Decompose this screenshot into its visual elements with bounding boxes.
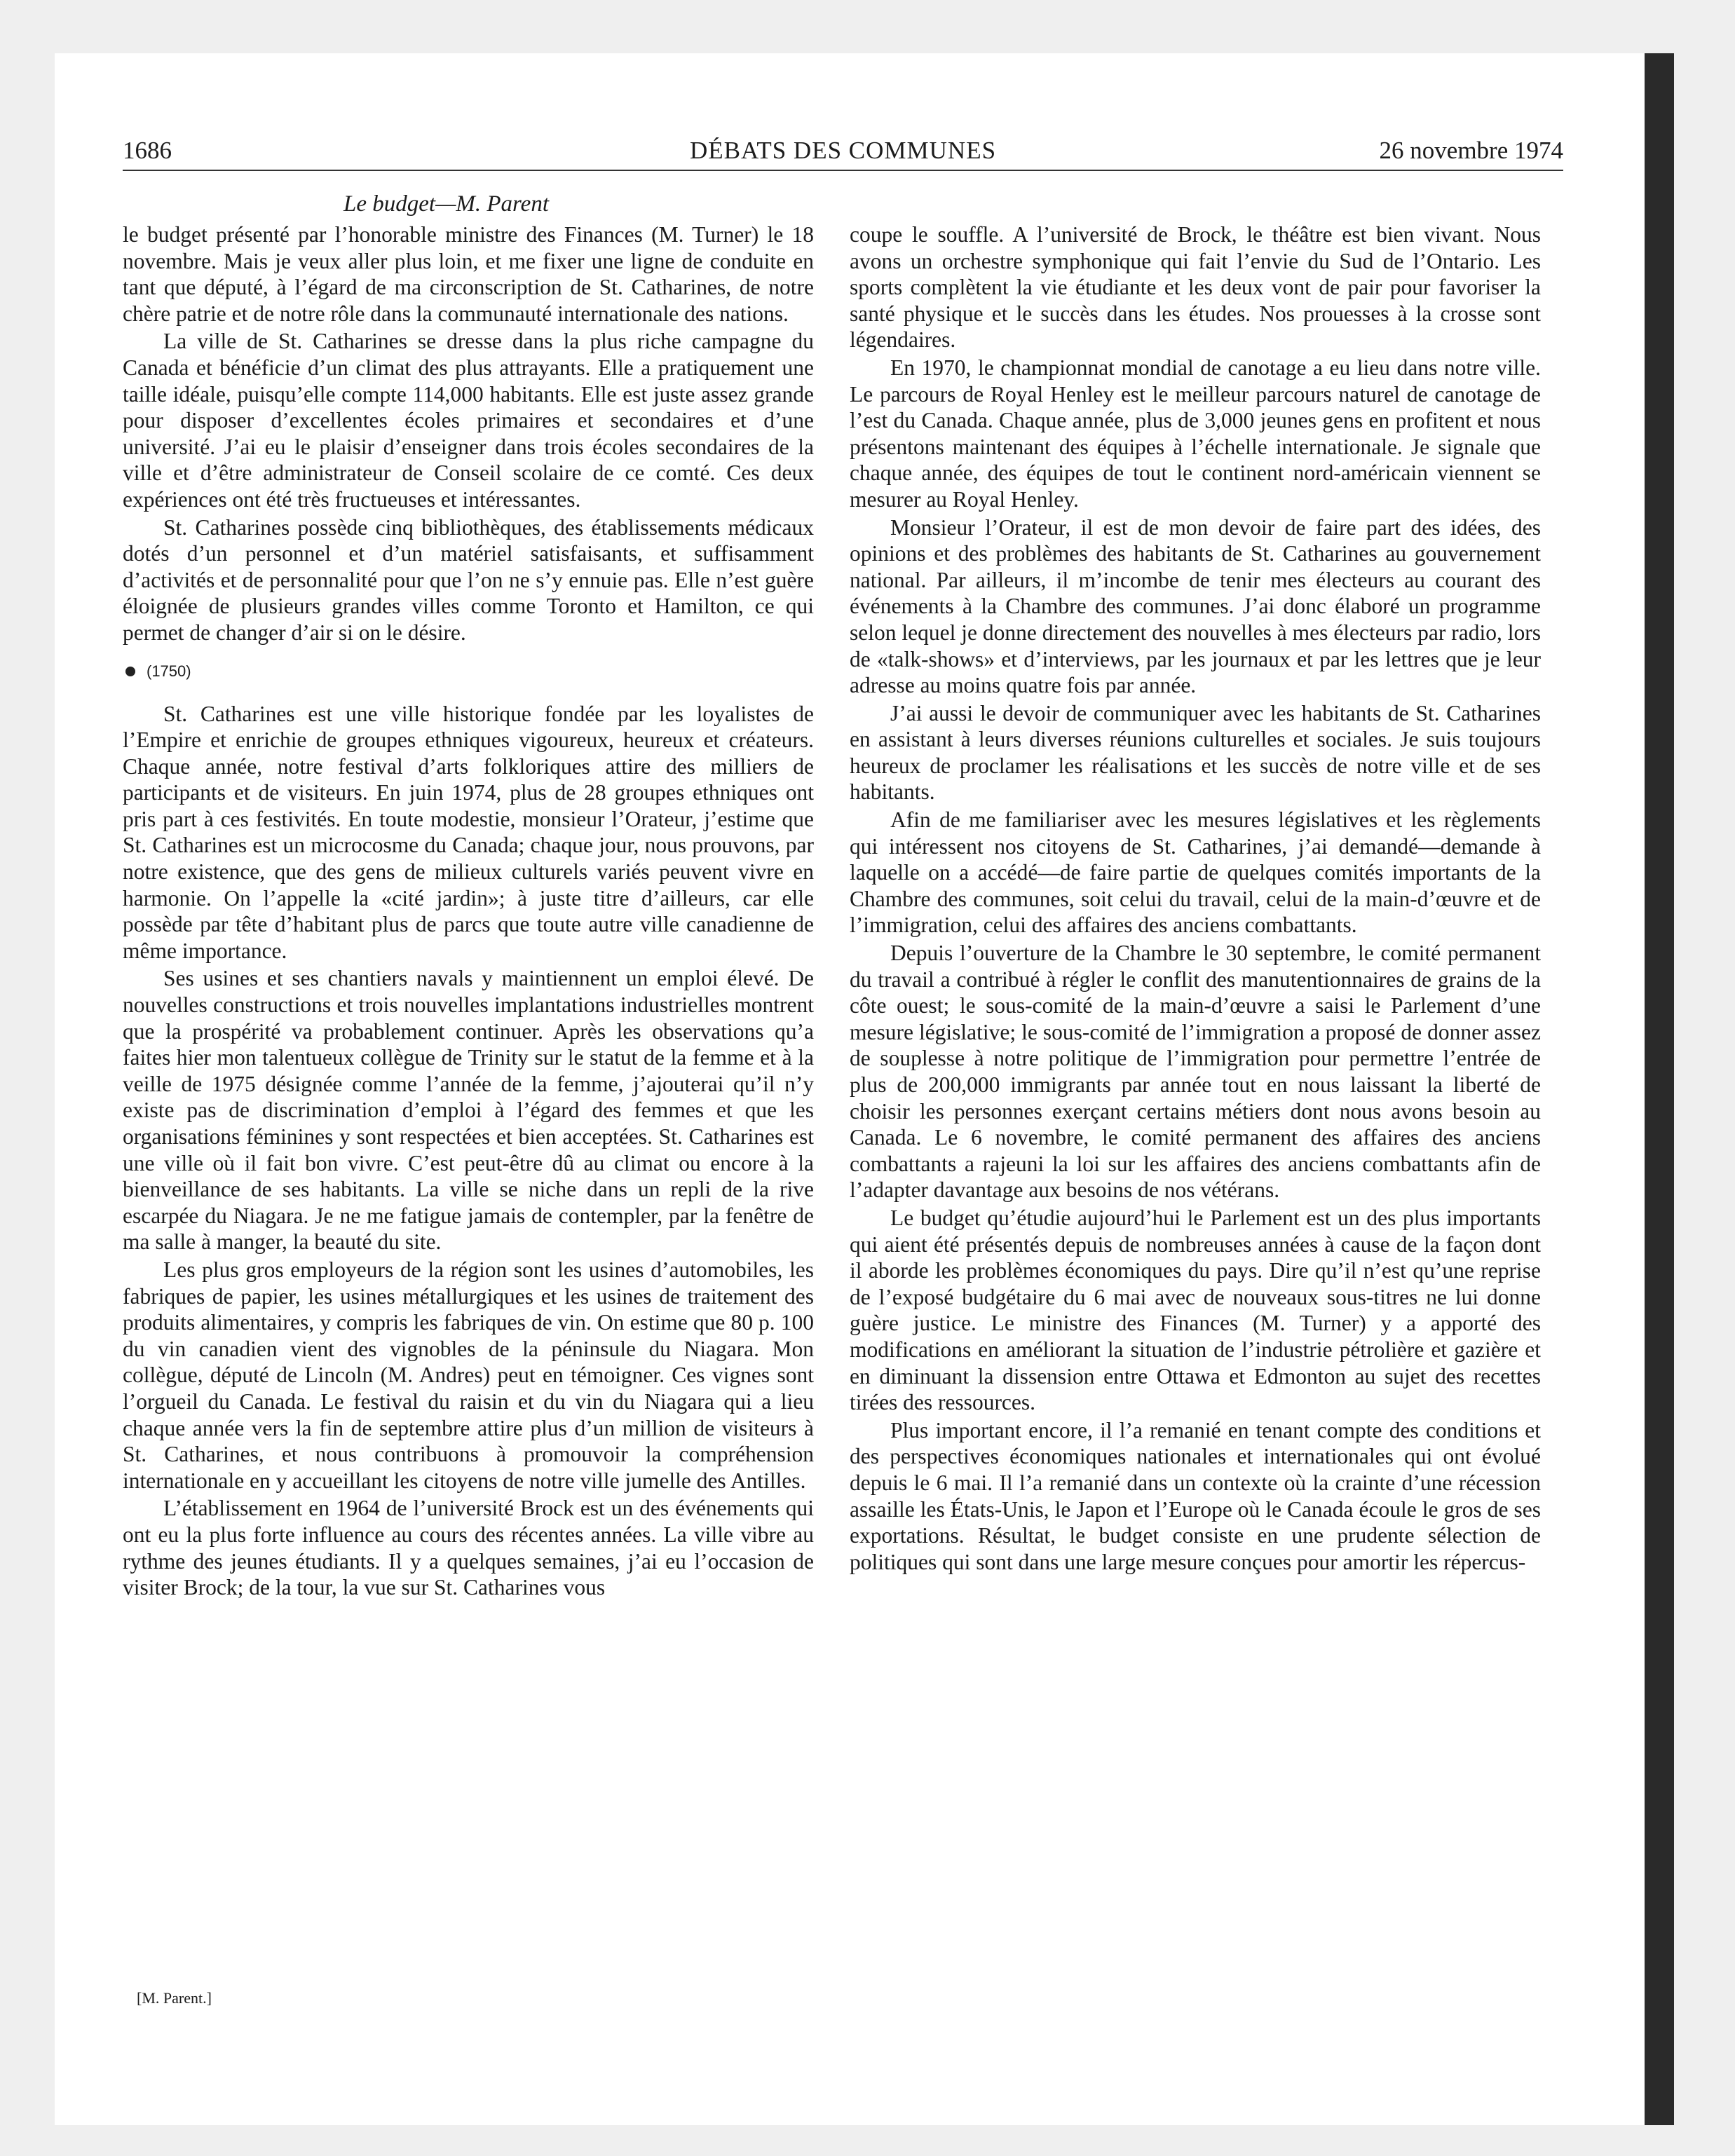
bullet-dot-icon — [125, 667, 135, 676]
paragraph: Afin de me familiariser avec les mesures législatives et les règlements qui intéressent nos citoyens de St. Catharines, j’ai demandé—demande à laquelle on a accédé—de faire partie de quelques comités importants de la Chambre des communes, soit celui du travail, celui de la main-d’œuvre et de l’immigration, celui des affaires des anciens combattants. — [850, 807, 1541, 938]
page-header — [123, 135, 1563, 167]
paragraph: L’établissement en 1964 de l’université Brock est un des événements qui ont eu la plus forte influence au cours des récentes années. La ville vibre au rythme des jeunes étudiants. Il y a quelques semaines, j’ai eu l’occasion de visiter Brock; de la tour, la vue sur St. Catharines vous — [123, 1496, 814, 1600]
paragraph: Ses usines et ses chantiers navals y maintiennent un emploi élevé. De nouvelles constructions et trois nouvelles implantations industrielles montrent que la prospérité va probablement continuer. Après les observations qu’a faites hier mon talentueux collègue de Trinity sur le statut de la femme et à la veille de 1975 désignée comme l’année de la femme, j’ajouterai qu’il n’y existe pas de discrimination d’emploi à l’égard des femmes et que les organisations féminines y sont respectées et bien acceptées. St. Catharines est une ville où il fait bon vivre. C’est peut-être dû au climat ou encore à la bienveillance de ses habitants. La ville se niche dans un repli de la rive escarpée du Niagara. Je ne me fatigue jamais de contempler, par la fenêtre de ma salle à manger, la beauté du site. — [123, 966, 814, 1255]
time-marker — [123, 659, 814, 684]
paragraph: St. Catharines possède cinq bibliothèques, des établissements médicaux dotés d’un personnel et d’un matériel satisfaisants, et suffisamment d’activités et de personnalité pour que l’on ne s’y ennuie pas. Elle n’est guère éloignée de plusieurs grandes villes comme Toronto et Hamilton, ce qui permet de changer d’air si on le désire. — [123, 514, 814, 645]
page-date: 26 novembre 1974 — [1379, 137, 1563, 164]
paragraph: Les plus gros employeurs de la région sont les usines d’automobiles, les fabriques de papier, les usines métallurgiques et les usines de traitement des produits alimentaires, y compris les fabriques de vin. On estime que 80 p. 100 du vin canadien vient des vignobles de la péninsule du Niagara. Mon collègue, député de Lincoln (M. Andres) peut en témoigner. Ces vignes sont l’orgueil du Canada. Le festival du raisin et du vin du Niagara qui a lieu chaque année vers la fin de septembre attire plus d’un million de visiteurs à St. Catharines, et nous contribuons à promouvoir la compréhension internationale en y accueillant les citoyens de notre ville jumelle des Antilles. — [123, 1257, 814, 1493]
paragraph: le budget présenté par l’honorable ministre des Finances (M. Turner) le 18 novembre. Mais je veux aller plus loin, et me fixer une ligne de conduite en tant que député, à l’égard de ma circonscription de St. Catharines, de notre chère patrie et de notre rôle dans la communauté internationale des nations. — [123, 222, 814, 326]
paragraph: Le budget qu’étudie aujourd’hui le Parlement est un des plus importants qui aient été présentés depuis de nombreuses années à cause de la façon dont il aborde les problèmes économiques du pays. Dire qu’il n’est qu’une reprise de l’exposé budgétaire du 6 mai avec de nouveaux sous-titres ne lui donne guère justice. Le ministre des Finances (M. Turner) y a apporté des modifications en améliorant la situation de l’industrie pétrolière et gazière et en diminuant la dissension entre Ottawa et Edmonton au sujet des recettes tirées des ressources. — [850, 1205, 1541, 1415]
page-number: 1686 — [123, 137, 172, 164]
paragraph: Plus important encore, il l’a remanié en tenant compte des conditions et des perspectives économiques nationales et internationales qui ont évolué depuis le 6 mai. Il l’a remanié dans un contexte où la crainte d’une récession assaille les États-Unis, le Japon et l’Europe où le Canada écoule le gros de ses exportations. Résultat, le budget consiste en une prudente sélection de politiques qui sont dans une large mesure conçues pour amortir les répercus- — [850, 1417, 1541, 1574]
paragraph: St. Catharines est une ville historique fondée par les loyalistes de l’Empire et enrichie de groupes ethniques vigoureux, heureux et créateurs. Chaque année, notre festival d’arts folkloriques attire des milliers de participants et de visiteurs. En juin 1974, plus de 28 groupes ethniques ont pris part à ces festivités. En toute modestie, monsieur l’Orateur, j’estime que St. Catharines est un microcosme du Canada; chaque jour, nous prouvons, par notre existence, que des gens de milieux culturels variés peuvent vivre en harmonie. On l’appelle la «cité jardin»; à juste titre d’ailleurs, car elle possède par tête d’habitant plus de parcs que toute autre ville canadienne de même importance. — [123, 701, 814, 963]
speaker-footnote: [M. Parent.] — [137, 1989, 212, 2007]
paragraph: Monsieur l’Orateur, il est de mon devoir de faire part des idées, des opinions et des problèmes des habitants de St. Catharines au gouvernement national. Par ailleurs, il m’incombe de tenir mes électeurs au courant des événements à la Chambre des communes. J’ai donc élaboré un programme selon lequel je donne directement des nouvelles à mes électeurs par radio, lors de «talk-shows» et d’interviews, par les journaux et par les lettres que je leur adresse au moins quatre fois par année. — [850, 514, 1541, 698]
paragraph: coupe le souffle. A l’université de Brock, le théâtre est bien vivant. Nous avons un orchestre symphonique qui fait l’envie du Sud de l’Ontario. Les sports complètent la vie étudiante et les deux vont de pair pour favoriser la santé physique et le succès dans les études. Nos prouesses à la crosse sont légendaires. — [850, 222, 1541, 353]
publication-title: DÉBATS DES COMMUNES — [689, 137, 997, 164]
header-rule — [123, 170, 1563, 171]
left-column — [123, 221, 814, 1602]
paragraph: La ville de St. Catharines se dresse dans la plus riche campagne du Canada et bénéficie d’un climat des plus attrayants. Elle a pratiquement une taille idéale, puisqu’elle compte 114,000 habitants. Elle est juste assez grande pour disposer d’excellentes écoles primaires et secondaires et d’une université. J’ai eu le plaisir d’enseigner dans trois écoles secondaires de la ville et d’être administrateur de Conseil scolaire de ce comté. Ces deux expériences ont été très fructueuses et intéressantes. — [123, 329, 814, 512]
time-marker-label: (1750) — [147, 662, 191, 680]
running-head: Le budget—M. Parent — [343, 191, 549, 217]
paragraph: Depuis l’ouverture de la Chambre le 30 septembre, le comité permanent du travail a contribué à régler le conflit des manutentionnaires de grains de la côte ouest; le sous-comité de la main-d’œuvre a saisi le Parlement d’une mesure législative; le sous-comité de l’immigration a proposé de donner assez de souplesse à notre politique de l’immigration pour permettre l’entrée de plus de 200,000 immigrants par année tout en nous laissant la liberté de choisir les personnes exerçant certains métiers dont nous avons besoin au Canada. Le 6 novembre, le comité permanent des affaires des anciens combattants a rajeuni la loi sur les affaires des anciens combattants afin de l’adapter davantage aux besoins de nos vétérans. — [850, 941, 1541, 1203]
scan-edge-shadow — [1645, 53, 1674, 2125]
paragraph: En 1970, le championnat mondial de canotage a eu lieu dans notre ville. Le parcours de Royal Henley est le meilleur parcours naturel de canotage de l’est du Canada. Chaque année, plus de 3,000 jeunes gens en profitent et nous présentons maintenant des équipes à l’échelle internationale. Je signale que chaque année, des équipes de tout le continent nord-américain viennent se mesurer au Royal Henley. — [850, 355, 1541, 512]
right-column — [850, 221, 1541, 1576]
paragraph: J’ai aussi le devoir de communiquer avec les habitants de St. Catharines en assistant à leurs diverses réunions culturelles et sociales. Je suis toujours heureux de proclamer les réalisations et les succès de notre ville et de ses habitants. — [850, 700, 1541, 805]
